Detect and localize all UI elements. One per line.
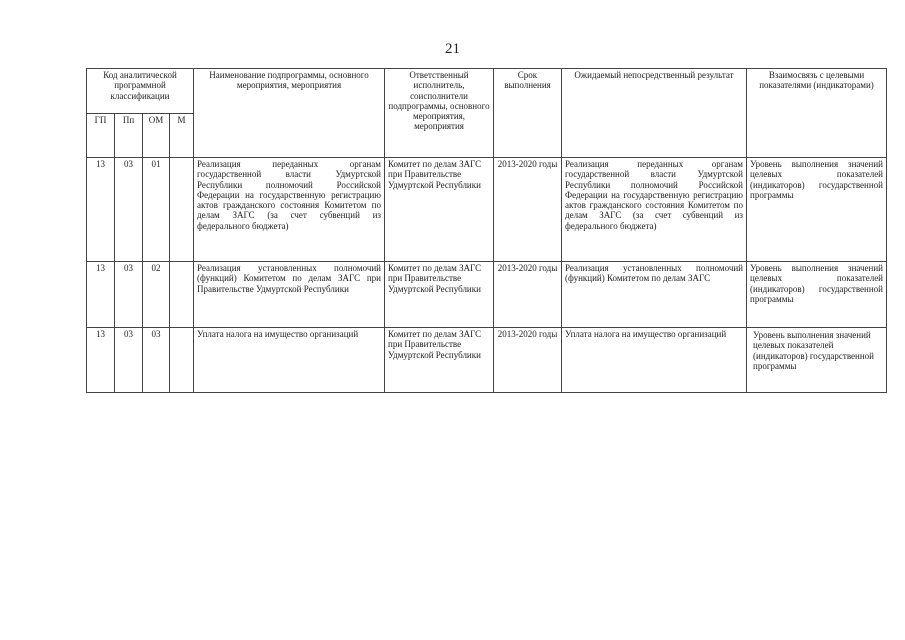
cell-executor: Комитет по делам ЗАГС при Правительстве Удмуртской Республики — [385, 262, 494, 328]
header-name: Наименование подпрограммы, основного мероприятия, мероприятия — [194, 69, 385, 158]
cell-m — [170, 328, 194, 393]
cell-link: Уровень выполнения значений целевых показателей (индикаторов) государственной программы — [747, 158, 887, 262]
cell-link: Уровень выполнения значений целевых показателей (индикаторов) государственной программы — [747, 262, 887, 328]
cell-name: Уплата налога на имущество организаций — [194, 328, 385, 393]
cell-executor: Комитет по делам ЗАГС при Правительстве Удмуртской Республики — [385, 328, 494, 393]
cell-om: 03 — [143, 328, 170, 393]
cell-gp: 13 — [87, 158, 115, 262]
header-link: Взаимосвязь с целевыми показателями (индикаторами) — [747, 69, 887, 158]
program-table — [86, 68, 887, 393]
cell-term: 2013-2020 годы — [494, 328, 562, 393]
table-row — [87, 158, 887, 262]
header-om: ОМ — [143, 114, 170, 158]
header-pp: Пп — [115, 114, 143, 158]
cell-om: 01 — [143, 158, 170, 262]
header-term: Срок выполнения — [494, 69, 562, 158]
cell-pp: 03 — [115, 328, 143, 393]
page-number: 21 — [445, 41, 460, 57]
cell-result: Реализация установленных полномочий (функций) Комитетом по делам ЗАГС — [562, 262, 747, 328]
header-result: Ожидаемый непосредственный результат — [562, 69, 747, 158]
cell-result: Реализация переданных органам государственной власти Удмуртской Республики полномочий Российской Федерации на государственную регистрацию актов гражданского состояния Комитетом по делам ЗАГС (за счет субвенций из федерального бюджета) — [562, 158, 747, 262]
cell-om: 02 — [143, 262, 170, 328]
header-row — [87, 69, 887, 114]
header-gp: ГП — [87, 114, 115, 158]
cell-executor: Комитет по делам ЗАГС при Правительстве Удмуртской Республики — [385, 158, 494, 262]
cell-pp: 03 — [115, 158, 143, 262]
cell-gp: 13 — [87, 262, 115, 328]
cell-term: 2013-2020 годы — [494, 262, 562, 328]
cell-gp: 13 — [87, 328, 115, 393]
table-row — [87, 328, 887, 393]
header-m: М — [170, 114, 194, 158]
cell-m — [170, 262, 194, 328]
cell-result: Уплата налога на имущество организаций — [562, 328, 747, 393]
cell-m — [170, 158, 194, 262]
cell-name: Реализация переданных органам государственной власти Удмуртской Республики полномочий Российской Федерации на государственную регистрацию актов гражданского состояния Комитетом по делам ЗАГС (за счет субвенций из федерального бюджета) — [194, 158, 385, 262]
cell-link-text: Уровень выполнения значений целевых показателей (индикаторов) государственной программы — [753, 330, 874, 371]
header-code-group: Код аналитической программной классификации — [87, 69, 194, 114]
cell-link — [747, 328, 887, 393]
cell-name: Реализация установленных полномочий (функций) Комитетом по делам ЗАГС при Правительстве Удмуртской Республики — [194, 262, 385, 328]
table-row — [87, 262, 887, 328]
cell-pp: 03 — [115, 262, 143, 328]
cell-term: 2013-2020 годы — [494, 158, 562, 262]
header-executor: Ответственный исполнитель, соисполнители подпрограммы, основного мероприятия, мероприятия — [385, 69, 494, 158]
